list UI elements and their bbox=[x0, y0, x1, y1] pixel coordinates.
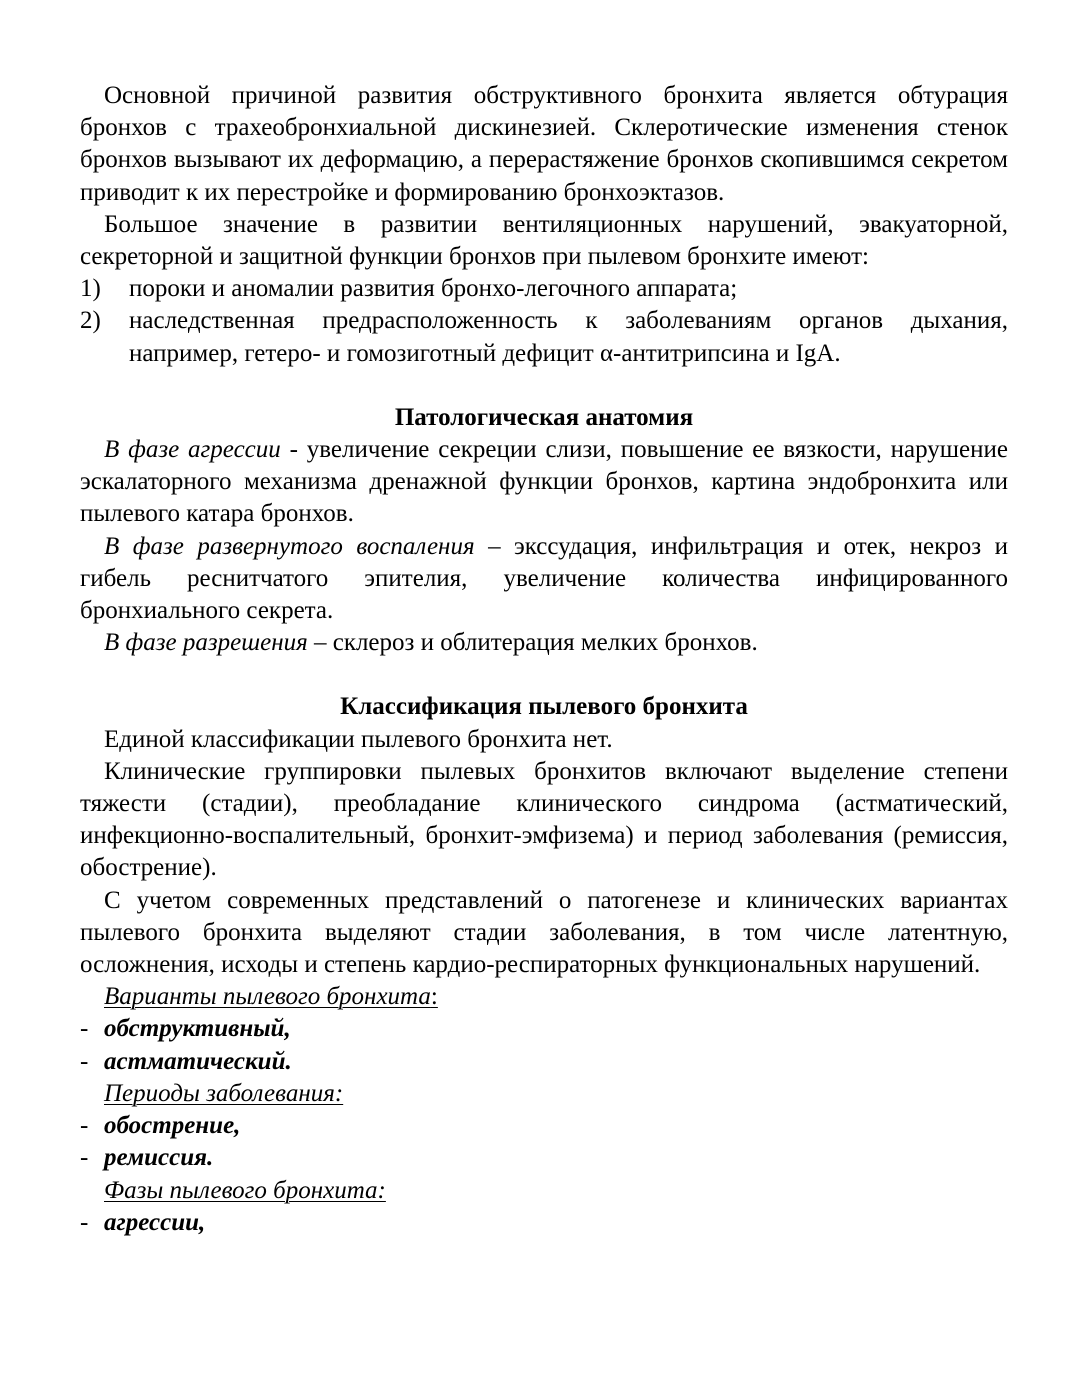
paragraph-no-classification: Единой классификации пылевого бронхита нет. bbox=[104, 725, 613, 753]
list-item-text: астматический. bbox=[104, 1047, 292, 1075]
list-dash: - bbox=[80, 1112, 89, 1140]
numbered-item bbox=[80, 305, 1008, 369]
list-item bbox=[80, 1207, 1008, 1239]
spacer bbox=[80, 370, 1008, 402]
heading-pathology: Патологическая анатомия bbox=[394, 403, 694, 431]
phase-label: В фазе разрешения bbox=[104, 629, 308, 657]
item-text: наследственная предрасположенность к заболеваниям органов дыхания, например, гетеро- и гомозиготный дефицит α-антитрипсина и IgA. bbox=[129, 307, 1008, 367]
phase-text: – склероз и облитерация мелких бронхов. bbox=[307, 629, 758, 657]
list-dash: - bbox=[80, 1208, 89, 1236]
phase-label: В фазе агрессии bbox=[104, 436, 281, 464]
paragraph-phase-resolution bbox=[80, 627, 1008, 659]
phase-text: – экссудация, инфильтрация и отек, некроз и гибель реснитчатого эпителия, увеличение количества инфицированного бронхиального секрета. bbox=[80, 532, 1009, 625]
list-item bbox=[80, 1013, 1008, 1045]
paragraph-obstructive-cause: Основной причиной развития обструктивного бронхита является обтурация бронхов с трахеобронхиальной дискинезией. Склеротические изменения стенок бронхов вызывают их деформацию, а перерастяжение бронхов скопившимся секретом приводит к их перестройке и формированию бронхоэктазов. bbox=[80, 82, 1008, 206]
list-item-text: агрессии, bbox=[104, 1208, 206, 1236]
phase-label: В фазе развернутого воспаления bbox=[104, 532, 475, 560]
subheading-periods: Периоды заболевания: bbox=[104, 1079, 344, 1107]
paragraph-ventilation-factors: Большое значение в развитии вентиляционных нарушений, эвакуаторной, секреторной и защитной функции бронхов при пылевом бронхите имеют: bbox=[80, 210, 1008, 271]
paragraph-stages: С учетом современных представлений о патогенезе и клинических вариантах пылевого бронхита выделяют стадии заболевания, в том числе латентную, осложнения, исходы и степень кардио-респираторных функциональных нарушений. bbox=[80, 886, 1008, 979]
paragraph-phase-aggression bbox=[80, 434, 1008, 531]
list-item bbox=[80, 1110, 1008, 1142]
list-item-text: обструктивный, bbox=[104, 1015, 291, 1043]
list-dash: - bbox=[80, 1047, 89, 1075]
list-item-text: ремиссия. bbox=[104, 1144, 214, 1172]
spacer bbox=[80, 659, 1008, 691]
numbered-item bbox=[80, 273, 1008, 305]
list-item-text: обострение, bbox=[104, 1112, 241, 1140]
list-item bbox=[80, 1142, 1008, 1174]
document-page bbox=[80, 80, 1008, 1239]
item-number: 1) bbox=[80, 275, 101, 303]
paragraph-clinical-groupings: Клинические группировки пылевых бронхитов включают выделение степени тяжести (стадии), преобладание клинического синдрома (астматический, инфекционно-воспалительный, бронхит-эмфизема) и период заболевания (ремиссия, обострение). bbox=[80, 757, 1008, 882]
paragraph-phase-inflammation bbox=[80, 531, 1008, 628]
item-text: пороки и аномалии развития бронхо-легочного аппарата; bbox=[129, 275, 738, 303]
list-dash: - bbox=[80, 1015, 89, 1043]
heading-classification: Классификация пылевого бронхита bbox=[340, 693, 748, 721]
phase-text: - увеличение секреции слизи, повышение ее вязкости, нарушение эскалаторного механизма дренажной функции бронхов, картина эндобронхита или пылевого катара бронхов. bbox=[80, 436, 1008, 528]
subheading-phases: Фазы пылевого бронхита: bbox=[104, 1176, 386, 1204]
list-dash: - bbox=[80, 1144, 89, 1172]
item-number: 2) bbox=[80, 307, 101, 335]
subheading-variants: Варианты пылевого бронхита: bbox=[104, 983, 438, 1011]
list-item bbox=[80, 1046, 1008, 1078]
